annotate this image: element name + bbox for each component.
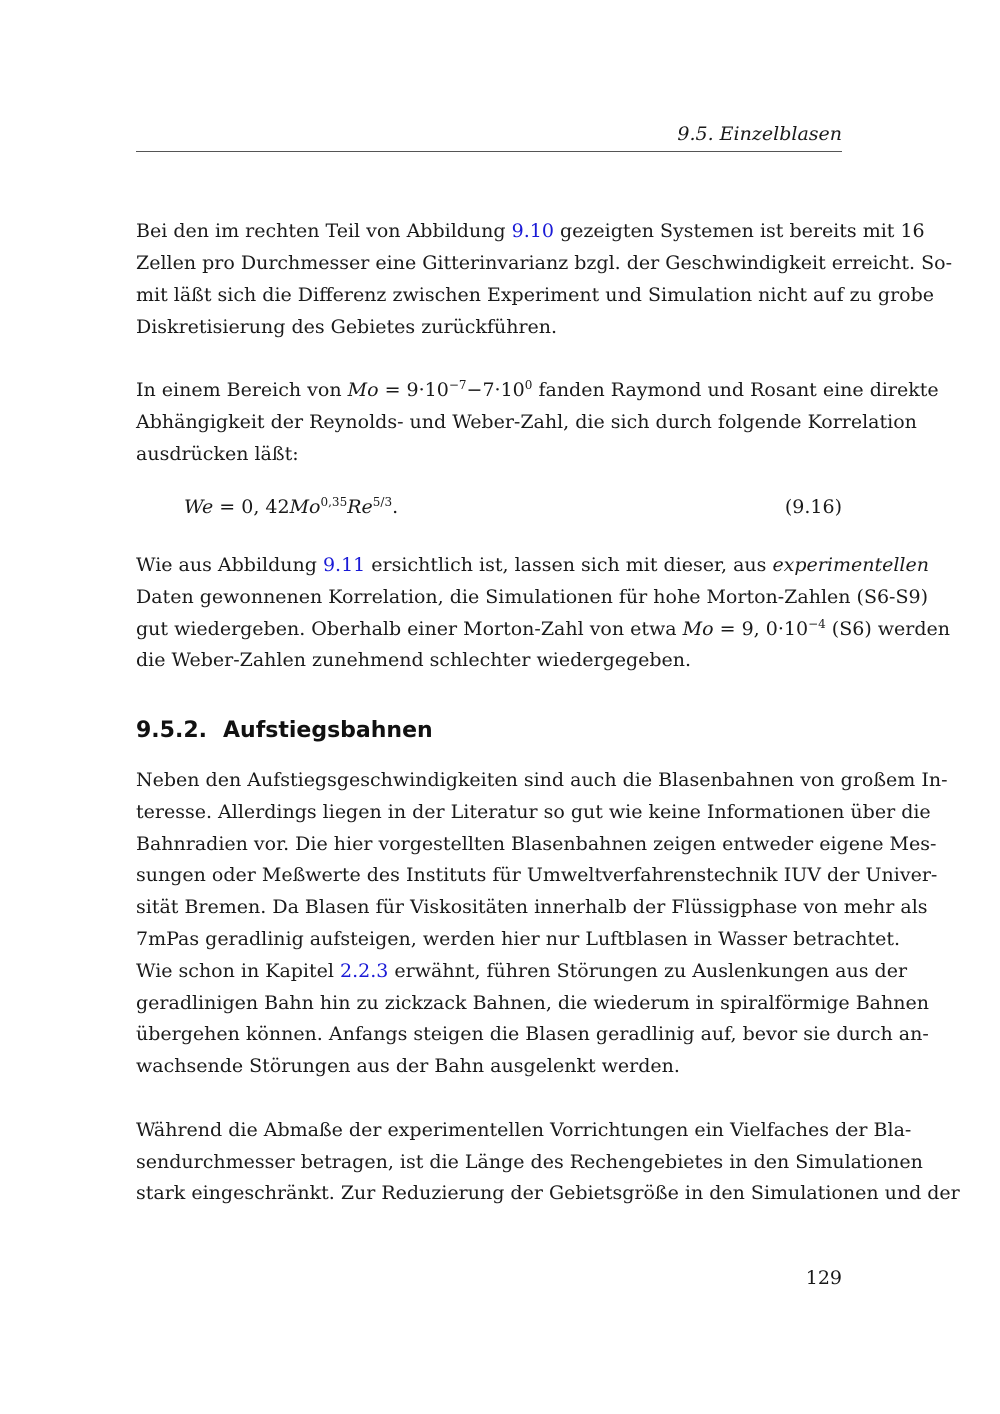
- paragraph-line: Bahnradien vor. Die hier vorgestellten Blasenbahnen zeigen entweder eigene Mes-: [136, 833, 937, 855]
- emphasis-text: experimentellen: [772, 554, 929, 576]
- paragraph-line: ausdrücken läßt:: [136, 443, 299, 465]
- paragraph-line: sendurchmesser betragen, ist die Länge des Rechengebietes in den Simulationen: [136, 1151, 923, 1173]
- paragraph-line: geradlinigen Bahn hin zu zickzack Bahnen, die wiederum in spiralförmige Bahnen: [136, 992, 929, 1014]
- math-run: −7·10: [466, 379, 525, 401]
- math-variable: We: [184, 496, 214, 518]
- section-number: 9.5.2.: [136, 718, 207, 743]
- paragraph-line: [136, 615, 951, 643]
- math-superscript: 0: [524, 378, 533, 392]
- equation-number: (9.16): [784, 496, 842, 518]
- paragraph-line: sität Bremen. Da Blasen für Viskositäten innerhalb der Flüssigphase von mehr als: [136, 896, 928, 918]
- math-variable: Mo: [347, 379, 379, 401]
- text-run: erwähnt, führen Störungen zu Auslenkungen aus der: [388, 960, 908, 982]
- chapter-ref-link[interactable]: 2.2.3: [340, 960, 389, 982]
- paragraph-line: übergehen können. Anfangs steigen die Blasen geradlinig auf, bevor sie durch an-: [136, 1023, 929, 1045]
- paragraph-line: Diskretisierung des Gebietes zurückführen.: [136, 316, 558, 338]
- math-superscript: 5/3: [372, 495, 393, 509]
- figure-ref-link[interactable]: 9.10: [511, 220, 554, 242]
- paragraph-line: Neben den Aufstiegsgeschwindigkeiten sind auch die Blasenbahnen von großem In-: [136, 769, 948, 791]
- paragraph-line: 7mPas geradlinig aufsteigen, werden hier nur Luftblasen in Wasser betrachtet.: [136, 928, 901, 950]
- text-run: Bei den im rechten Teil von Abbildung: [136, 220, 512, 242]
- section-title: Aufstiegsbahnen: [223, 718, 433, 743]
- paragraph-line: [136, 376, 939, 404]
- page-number: 129: [805, 1267, 842, 1289]
- figure-ref-link[interactable]: 9.11: [322, 554, 366, 576]
- text-run: Wie schon in Kapitel: [136, 960, 341, 982]
- math-variable: Mo: [289, 496, 321, 518]
- section-heading: [136, 716, 433, 746]
- math-superscript: −7: [448, 378, 467, 392]
- text-run: In einem Bereich von: [136, 379, 348, 401]
- math-run: .: [392, 496, 399, 518]
- text-run: Wie aus Abbildung: [136, 554, 323, 576]
- math-run: = 9, 0·10: [713, 618, 809, 640]
- paragraph-line: Abhängigkeit der Reynolds- und Weber-Zahl, die sich durch folgende Korrelation: [136, 411, 917, 433]
- math-variable: Re: [347, 496, 373, 518]
- text-run: gut wiedergeben. Oberhalb einer Morton-Zahl von etwa: [136, 618, 683, 640]
- paragraph-line: mit läßt sich die Differenz zwischen Experiment und Simulation nicht auf zu grobe: [136, 284, 935, 306]
- paragraph-line: stark eingeschränkt. Zur Reduzierung der Gebietsgröße in den Simulationen und der: [136, 1182, 960, 1204]
- math-run: = 0, 42: [213, 496, 290, 518]
- text-run: (S6) werden: [825, 618, 951, 640]
- text-run: ersichtlich ist, lassen sich mit dieser, aus: [365, 554, 773, 576]
- running-header-title: 9.5. Einzelblasen: [677, 123, 842, 145]
- text-run: gezeigten Systemen ist bereits mit 16: [553, 220, 925, 242]
- paragraph-line: [136, 217, 925, 245]
- paragraph-line: [136, 551, 929, 579]
- paragraph-line: die Weber-Zahlen zunehmend schlechter wiedergegeben.: [136, 649, 692, 671]
- paragraph-line: Zellen pro Durchmesser eine Gitterinvarianz bzgl. der Geschwindigkeit erreicht. So-: [136, 252, 952, 274]
- math-variable: Mo: [682, 618, 714, 640]
- math-run: = 9·10: [378, 379, 449, 401]
- paragraph-line: Daten gewonnenen Korrelation, die Simulationen für hohe Morton-Zahlen (S6-S9): [136, 586, 928, 608]
- text-run: fanden Raymond und Rosant eine direkte: [532, 379, 939, 401]
- math-superscript: −4: [808, 617, 826, 631]
- paragraph-line: Während die Abmaße der experimentellen Vorrichtungen ein Vielfaches der Bla-: [136, 1119, 912, 1141]
- header-rule: [136, 151, 842, 152]
- math-superscript: 0,35: [320, 495, 348, 509]
- paragraph-line: teresse. Allerdings liegen in der Literatur so gut wie keine Informationen über die: [136, 801, 931, 823]
- paragraph-line: [136, 957, 908, 985]
- equation: [184, 493, 398, 521]
- paragraph-line: sungen oder Meßwerte des Instituts für Umweltverfahrenstechnik IUV der Univer-: [136, 864, 938, 886]
- paragraph-line: wachsende Störungen aus der Bahn ausgelenkt werden.: [136, 1055, 680, 1077]
